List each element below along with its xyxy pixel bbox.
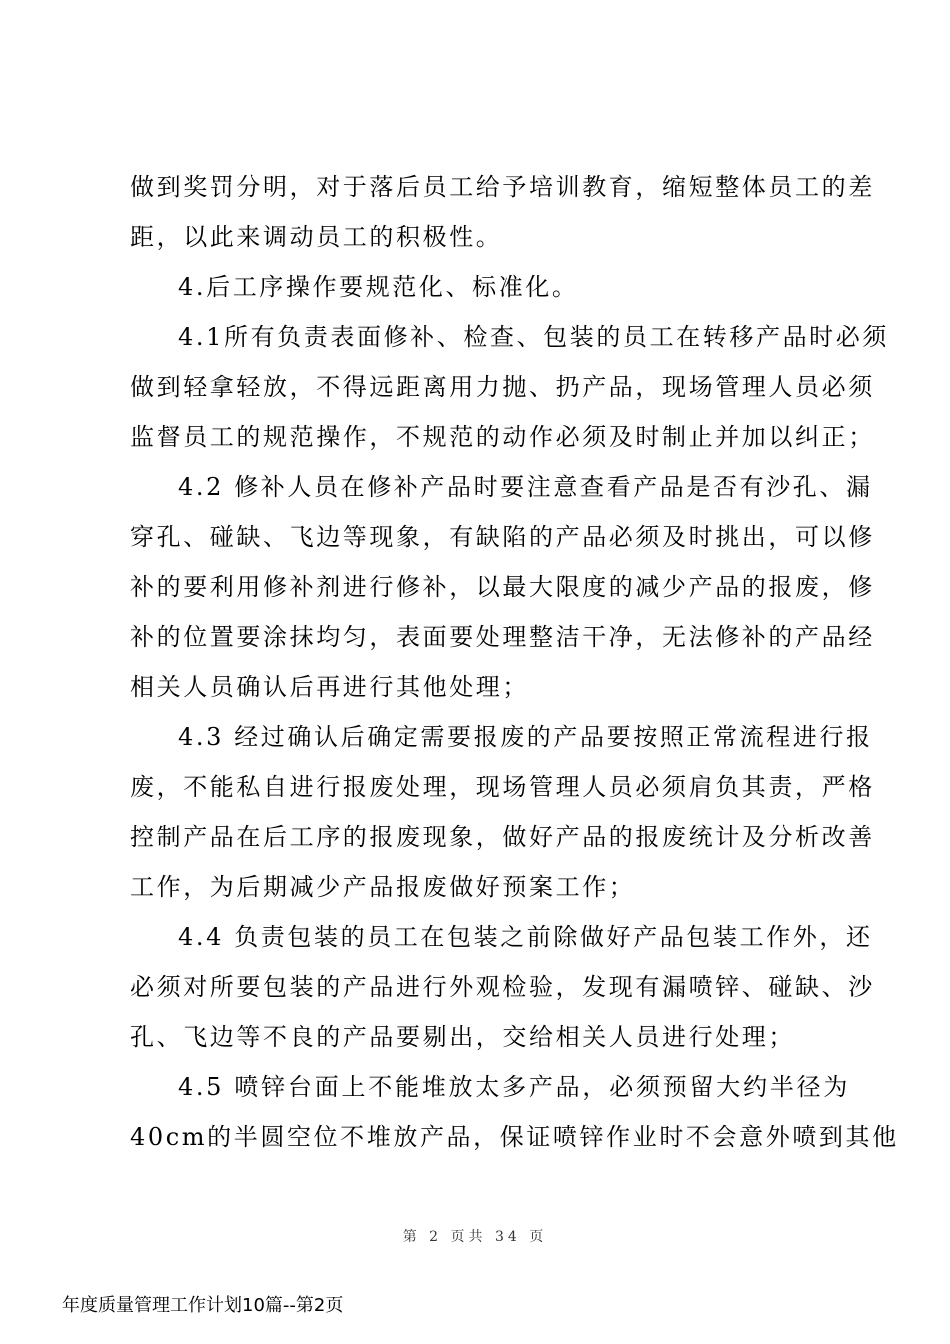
body-text-line: 做到轻拿轻放，不得远距离用力抛、扔产品，现场管理人员必须 xyxy=(130,373,875,401)
body-text-line: 4.3 经过确认后确定需要报废的产品要按照正常流程进行报 xyxy=(178,723,873,751)
document-caption: 年度质量管理工作计划10篇--第2页 xyxy=(62,1295,344,1316)
body-text-line: 补的要利用修补剂进行修补，以最大限度的减少产品的报废，修 xyxy=(130,573,875,601)
body-text-line: 40cm的半圆空位不堆放产品，保证喷锌作业时不会意外喷到其他 xyxy=(130,1123,899,1151)
body-text-line: 控制产品在后工序的报废现象，做好产品的报废统计及分析改善 xyxy=(130,823,875,851)
body-text-line: 穿孔、碰缺、飞边等现象，有缺陷的产品必须及时挑出，可以修 xyxy=(130,523,875,551)
body-text-line: 孔、飞边等不良的产品要剔出，交给相关人员进行处理； xyxy=(130,1023,795,1051)
body-text-line: 4.5 喷锌台面上不能堆放太多产品，必须预留大约半径为 xyxy=(178,1073,850,1101)
section-heading: 4.后工序操作要规范化、标准化。 xyxy=(178,273,579,301)
body-text-line: 4.1所有负责表面修补、检查、包装的员工在转移产品时必须 xyxy=(178,323,889,351)
body-text-line: 做到奖罚分明，对于落后员工给予培训教育，缩短整体员工的差 xyxy=(130,173,875,201)
body-text-line: 4.2 修补人员在修补产品时要注意查看产品是否有沙孔、漏 xyxy=(178,473,873,501)
body-text-line: 工作，为后期减少产品报废做好预案工作； xyxy=(130,873,636,901)
body-text-line: 必须对所要包装的产品进行外观检验，发现有漏喷锌、碰缺、沙 xyxy=(130,973,875,1001)
body-text-line: 监督员工的规范操作，不规范的动作必须及时制止并加以纠正； xyxy=(130,423,875,451)
body-text-line: 补的位置要涂抹均匀，表面要处理整洁干净，无法修补的产品经 xyxy=(130,623,875,651)
body-text-line: 4.4 负责包装的员工在包装之前除做好产品包装工作外，还 xyxy=(178,923,873,951)
page-number-footer: 第 2 页共 34 页 xyxy=(402,1229,548,1245)
body-text-line: 相关人员确认后再进行其他处理； xyxy=(130,673,529,701)
body-text-line: 废，不能私自进行报废处理，现场管理人员必须肩负其责，严格 xyxy=(130,773,875,801)
body-text-line: 距，以此来调动员工的积极性。 xyxy=(130,223,503,251)
